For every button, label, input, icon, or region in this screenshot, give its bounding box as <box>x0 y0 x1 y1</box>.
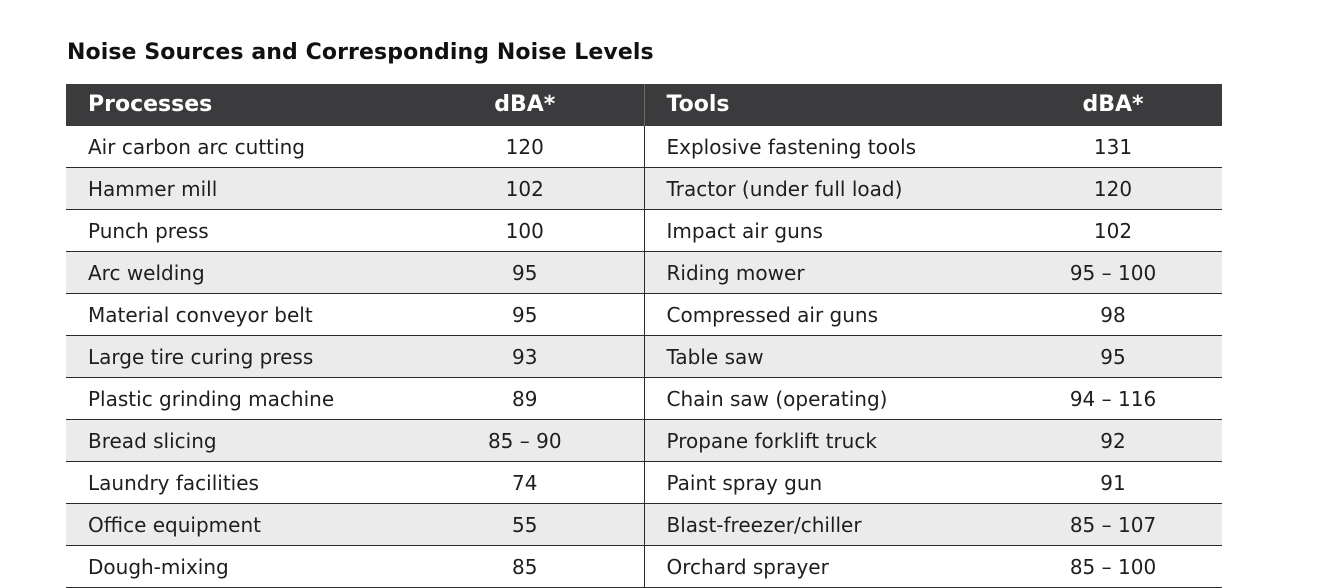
process-dba: 95 <box>406 252 644 294</box>
table-header <box>66 84 1222 126</box>
process-name: Punch press <box>66 210 406 252</box>
process-dba: 85 <box>406 546 644 588</box>
noise-levels-table <box>66 84 1222 588</box>
process-name: Office equipment <box>66 504 406 546</box>
tool-name: Paint spray gun <box>644 462 1004 504</box>
process-dba: 74 <box>406 462 644 504</box>
tool-dba: 95 <box>1004 336 1222 378</box>
header-processes: Processes <box>66 84 406 126</box>
tool-name: Compressed air guns <box>644 294 1004 336</box>
table-row <box>66 168 1222 210</box>
process-name: Large tire curing press <box>66 336 406 378</box>
table-row <box>66 420 1222 462</box>
process-dba: 85 – 90 <box>406 420 644 462</box>
process-name: Laundry facilities <box>66 462 406 504</box>
tool-name: Blast-freezer/chiller <box>644 504 1004 546</box>
table-row <box>66 378 1222 420</box>
tool-name: Orchard sprayer <box>644 546 1004 588</box>
tool-name: Propane forklift truck <box>644 420 1004 462</box>
table-row <box>66 210 1222 252</box>
table-row <box>66 126 1222 168</box>
tool-dba: 131 <box>1004 126 1222 168</box>
process-dba: 93 <box>406 336 644 378</box>
tool-dba: 98 <box>1004 294 1222 336</box>
process-name: Dough-mixing <box>66 546 406 588</box>
table-row <box>66 294 1222 336</box>
tool-dba: 85 – 107 <box>1004 504 1222 546</box>
page-title: Noise Sources and Corresponding Noise Levels <box>67 40 654 65</box>
process-dba: 120 <box>406 126 644 168</box>
tool-dba: 94 – 116 <box>1004 378 1222 420</box>
tool-name: Explosive fastening tools <box>644 126 1004 168</box>
tool-name: Impact air guns <box>644 210 1004 252</box>
process-dba: 89 <box>406 378 644 420</box>
table-row <box>66 336 1222 378</box>
process-name: Arc welding <box>66 252 406 294</box>
table-row <box>66 462 1222 504</box>
process-dba: 100 <box>406 210 644 252</box>
tool-name: Tractor (under full load) <box>644 168 1004 210</box>
process-name: Plastic grinding machine <box>66 378 406 420</box>
tool-name: Table saw <box>644 336 1004 378</box>
tool-dba: 85 – 100 <box>1004 546 1222 588</box>
process-name: Bread slicing <box>66 420 406 462</box>
tool-dba: 91 <box>1004 462 1222 504</box>
tool-dba: 92 <box>1004 420 1222 462</box>
table-row <box>66 252 1222 294</box>
table-body <box>66 126 1222 588</box>
header-row <box>66 84 1222 126</box>
table-row <box>66 504 1222 546</box>
tool-name: Chain saw (operating) <box>644 378 1004 420</box>
process-name: Hammer mill <box>66 168 406 210</box>
header-tools-dba: dBA* <box>1004 84 1222 126</box>
tool-dba: 120 <box>1004 168 1222 210</box>
process-dba: 102 <box>406 168 644 210</box>
table-row <box>66 546 1222 588</box>
process-dba: 95 <box>406 294 644 336</box>
tool-name: Riding mower <box>644 252 1004 294</box>
process-name: Air carbon arc cutting <box>66 126 406 168</box>
process-name: Material conveyor belt <box>66 294 406 336</box>
process-dba: 55 <box>406 504 644 546</box>
tool-dba: 95 – 100 <box>1004 252 1222 294</box>
header-processes-dba: dBA* <box>406 84 644 126</box>
tool-dba: 102 <box>1004 210 1222 252</box>
header-tools: Tools <box>644 84 1004 126</box>
